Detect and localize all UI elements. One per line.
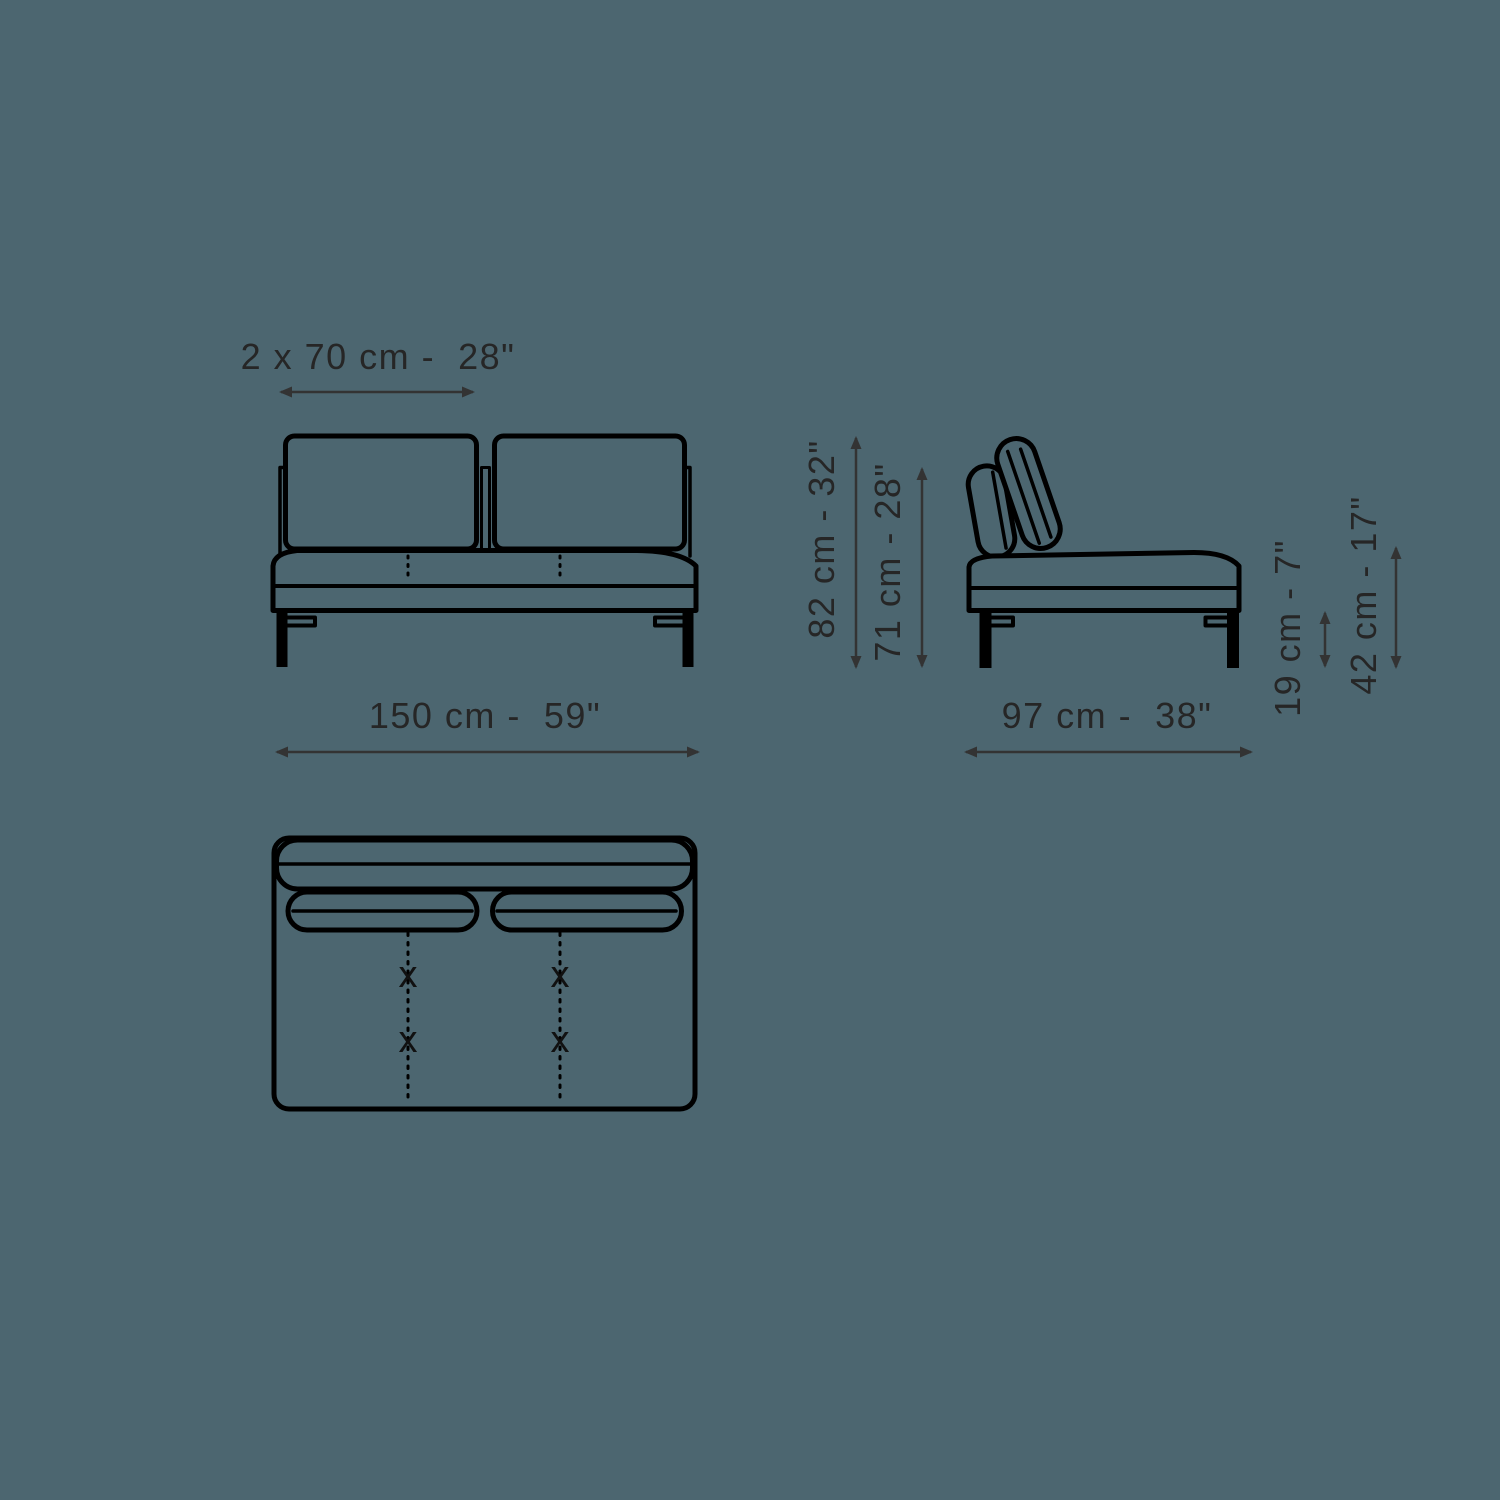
dimension-label-total-height: 82 cm - 32": [801, 439, 842, 639]
back-cushion-left: [286, 436, 477, 549]
dimension-label-leg-height: 19 cm - 7": [1267, 539, 1308, 717]
seat-base-side: [969, 553, 1239, 611]
frame-center-post: [482, 468, 490, 549]
dimension-label-total-width: 150 cm - 59": [368, 695, 602, 736]
leg-bracket-left: [287, 618, 315, 626]
x-mark: x: [550, 1019, 570, 1061]
x-mark: x: [398, 1019, 418, 1061]
x-mark: x: [550, 954, 570, 996]
front-view-drawing: [273, 436, 696, 667]
x-mark: x: [398, 954, 418, 996]
dimension-label-seat-height: 42 cm - 17": [1343, 495, 1384, 695]
leg-bracket-right-side: [1206, 618, 1228, 626]
back-cushion-right: [495, 436, 685, 549]
leg-bracket-left-side: [992, 618, 1014, 626]
dimension-label-total-depth: 97 cm - 38": [1001, 695, 1213, 736]
dimension-label-back-height: 71 cm - 28": [867, 462, 908, 662]
seat-base-front: [273, 551, 696, 611]
leg-right-side: [1227, 610, 1239, 668]
leg-bracket-right: [655, 618, 683, 626]
top-view-drawing: [274, 838, 695, 1109]
dimension-label-cushion-width: 2 x 70 cm - 28": [240, 336, 516, 377]
leg-left-side: [980, 610, 992, 668]
side-view-drawing: [965, 433, 1239, 668]
